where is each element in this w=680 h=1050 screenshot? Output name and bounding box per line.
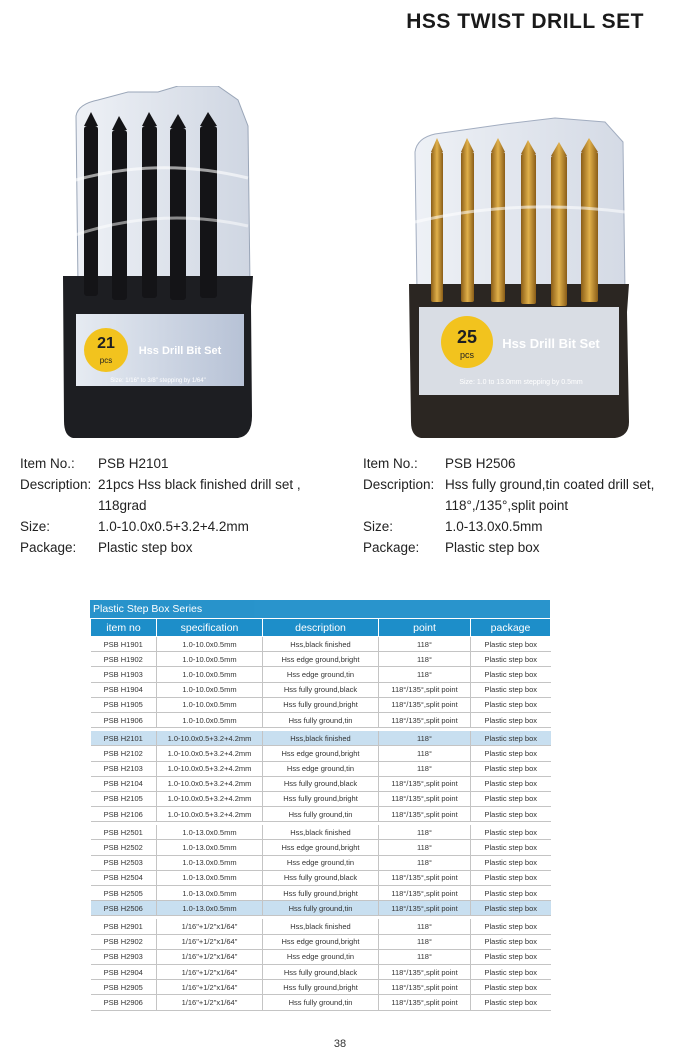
cell-package: Plastic step box <box>471 731 551 746</box>
cell-description: Hss,black finished <box>263 731 379 746</box>
cell-specification: 1.0-13.0x0.5mm <box>157 870 263 885</box>
header-description: description <box>263 619 379 637</box>
cell-description: Hss fully ground,tin <box>263 901 379 916</box>
cell-description: Hss fully ground,tin <box>263 995 379 1010</box>
box-title: Hss Drill Bit Set <box>502 336 600 351</box>
black-drill-set-image <box>58 86 258 441</box>
cell-item-no: PSB H2503 <box>91 855 157 870</box>
cell-specification: 1.0-10.0x0.5mm <box>157 652 263 667</box>
cell-package: Plastic step box <box>471 697 551 712</box>
product-spec-right <box>363 453 668 558</box>
cell-point: 118°/135°,split point <box>379 682 471 697</box>
box-pcs: pcs <box>99 356 113 365</box>
cell-point: 118°/135°,split point <box>379 697 471 712</box>
table-row <box>91 791 551 806</box>
cell-description: Hss edge ground,bright <box>263 746 379 761</box>
cell-specification: 1/16"+1/2"x1/64" <box>157 980 263 995</box>
table-row <box>91 761 551 776</box>
box-size-line: Size: 1.0 to 13.0mm stepping by 0.5mm <box>459 379 583 386</box>
cell-package: Plastic step box <box>471 901 551 916</box>
cell-description: Hss edge ground,tin <box>263 761 379 776</box>
tin-coated-drill-set-image <box>405 112 633 440</box>
cell-package: Plastic step box <box>471 870 551 885</box>
cell-specification: 1/16"+1/2"x1/64" <box>157 964 263 979</box>
cell-package: Plastic step box <box>471 949 551 964</box>
box-pcs: pcs <box>459 350 475 360</box>
cell-point: 118°/135°,split point <box>379 870 471 885</box>
table-header-row <box>91 619 551 637</box>
cell-specification: 1.0-13.0x0.5mm <box>157 901 263 916</box>
box-count: 25 <box>456 327 478 347</box>
cell-point: 118° <box>379 652 471 667</box>
package: Plastic step box <box>98 540 193 555</box>
description: Hss fully ground,tin coated drill set, 118°,/135°,split point <box>445 477 655 513</box>
cell-description: Hss,black finished <box>263 919 379 934</box>
cell-item-no: PSB H2101 <box>91 731 157 746</box>
cell-point: 118°/135°,split point <box>379 995 471 1010</box>
cell-point: 118° <box>379 855 471 870</box>
cell-package: Plastic step box <box>471 840 551 855</box>
cell-item-no: PSB H2501 <box>91 825 157 840</box>
size: 1.0-13.0x0.5mm <box>445 519 543 534</box>
table-row <box>91 964 551 979</box>
cell-item-no: PSB H1902 <box>91 652 157 667</box>
cell-item-no: PSB H2903 <box>91 949 157 964</box>
cell-description: Hss fully ground,tin <box>263 712 379 727</box>
table-row <box>91 870 551 885</box>
cell-point: 118° <box>379 667 471 682</box>
cell-specification: 1.0-10.0x0.5mm <box>157 712 263 727</box>
cell-specification: 1.0-10.0x0.5mm <box>157 637 263 652</box>
table-body <box>91 637 551 1011</box>
cell-package: Plastic step box <box>471 682 551 697</box>
cell-description: Hss fully ground,black <box>263 776 379 791</box>
cell-package: Plastic step box <box>471 637 551 652</box>
description-label: Description: <box>20 477 92 492</box>
cell-point: 118°/135°,split point <box>379 964 471 979</box>
item-no: PSB H2101 <box>98 456 169 471</box>
page-title: HSS TWIST DRILL SET <box>406 10 644 33</box>
cell-point: 118° <box>379 825 471 840</box>
cell-point: 118°/135°,split point <box>379 980 471 995</box>
cell-point: 118°/135°,split point <box>379 901 471 916</box>
cell-specification: 1.0-10.0x0.5+3.2+4.2mm <box>157 746 263 761</box>
cell-specification: 1/16"+1/2"x1/64" <box>157 995 263 1010</box>
cell-description: Hss,black finished <box>263 825 379 840</box>
cell-point: 118°/135°,split point <box>379 776 471 791</box>
cell-item-no: PSB H2901 <box>91 919 157 934</box>
cell-package: Plastic step box <box>471 667 551 682</box>
package: Plastic step box <box>445 540 540 555</box>
cell-item-no: PSB H2106 <box>91 807 157 822</box>
cell-item-no: PSB H2103 <box>91 761 157 776</box>
table-row <box>91 995 551 1010</box>
cell-item-no: PSB H2102 <box>91 746 157 761</box>
series-title: Plastic Step Box Series <box>90 600 550 618</box>
product-spec-left <box>20 453 340 558</box>
cell-specification: 1.0-13.0x0.5mm <box>157 825 263 840</box>
cell-specification: 1/16"+1/2"x1/64" <box>157 919 263 934</box>
cell-item-no: PSB H1906 <box>91 712 157 727</box>
cell-specification: 1.0-13.0x0.5mm <box>157 840 263 855</box>
table-row <box>91 776 551 791</box>
cell-description: Hss edge ground,bright <box>263 934 379 949</box>
size-label: Size: <box>363 519 394 534</box>
cell-package: Plastic step box <box>471 712 551 727</box>
cell-package: Plastic step box <box>471 886 551 901</box>
cell-specification: 1/16"+1/2"x1/64" <box>157 949 263 964</box>
page-number: 38 <box>333 1038 347 1050</box>
cell-item-no: PSB H2902 <box>91 934 157 949</box>
description: 21pcs Hss black finished drill set , 118grad <box>98 477 301 513</box>
cell-package: Plastic step box <box>471 825 551 840</box>
cell-specification: 1.0-10.0x0.5+3.2+4.2mm <box>157 776 263 791</box>
cell-package: Plastic step box <box>471 761 551 776</box>
package-label: Package: <box>20 540 77 555</box>
cell-item-no: PSB H1904 <box>91 682 157 697</box>
item-no-label: Item No.: <box>363 456 418 471</box>
cell-specification: 1.0-13.0x0.5mm <box>157 886 263 901</box>
table-row <box>91 840 551 855</box>
cell-point: 118° <box>379 731 471 746</box>
cell-item-no: PSB H2104 <box>91 776 157 791</box>
cell-specification: 1.0-10.0x0.5mm <box>157 682 263 697</box>
cell-description: Hss fully ground,bright <box>263 980 379 995</box>
cell-item-no: PSB H2904 <box>91 964 157 979</box>
cell-package: Plastic step box <box>471 980 551 995</box>
table-row <box>91 667 551 682</box>
cell-specification: 1.0-10.0x0.5+3.2+4.2mm <box>157 731 263 746</box>
cell-specification: 1/16"+1/2"x1/64" <box>157 934 263 949</box>
cell-point: 118° <box>379 934 471 949</box>
item-no: PSB H2506 <box>445 456 516 471</box>
cell-point: 118° <box>379 637 471 652</box>
header-package: package <box>471 619 551 637</box>
cell-package: Plastic step box <box>471 776 551 791</box>
cell-specification: 1.0-10.0x0.5+3.2+4.2mm <box>157 807 263 822</box>
header-specification: specification <box>157 619 263 637</box>
cell-specification: 1.0-10.0x0.5mm <box>157 697 263 712</box>
cell-description: Hss fully ground,bright <box>263 886 379 901</box>
cell-point: 118° <box>379 761 471 776</box>
cell-item-no: PSB H2506 <box>91 901 157 916</box>
cell-package: Plastic step box <box>471 791 551 806</box>
table-row <box>91 807 551 822</box>
table-row <box>91 637 551 652</box>
cell-description: Hss fully ground,bright <box>263 791 379 806</box>
table-row <box>91 731 551 746</box>
spec-table <box>90 618 551 1011</box>
cell-item-no: PSB H2905 <box>91 980 157 995</box>
table-row <box>91 886 551 901</box>
cell-point: 118°/135°,split point <box>379 791 471 806</box>
cell-point: 118°/135°,split point <box>379 886 471 901</box>
cell-description: Hss edge ground,bright <box>263 652 379 667</box>
size-label: Size: <box>20 519 51 534</box>
cell-point: 118°/135°,split point <box>379 712 471 727</box>
cell-package: Plastic step box <box>471 919 551 934</box>
table-row <box>91 855 551 870</box>
cell-point: 118°/135°,split point <box>379 807 471 822</box>
cell-description: Hss fully ground,black <box>263 870 379 885</box>
cell-package: Plastic step box <box>471 855 551 870</box>
table-row <box>91 949 551 964</box>
cell-package: Plastic step box <box>471 746 551 761</box>
cell-package: Plastic step box <box>471 934 551 949</box>
box-title: Hss Drill Bit Set <box>138 345 222 357</box>
series-table <box>90 600 550 1011</box>
table-row <box>91 652 551 667</box>
table-row <box>91 919 551 934</box>
cell-item-no: PSB H2906 <box>91 995 157 1010</box>
table-row <box>91 697 551 712</box>
table-row <box>91 934 551 949</box>
cell-item-no: PSB H1903 <box>91 667 157 682</box>
table-row <box>91 980 551 995</box>
cell-item-no: PSB H1905 <box>91 697 157 712</box>
cell-description: Hss edge ground,tin <box>263 667 379 682</box>
cell-item-no: PSB H1901 <box>91 637 157 652</box>
box-size-line: Size: 1/16" to 3/8" stepping by 1/64" <box>110 378 206 384</box>
cell-description: Hss fully ground,tin <box>263 807 379 822</box>
cell-description: Hss,black finished <box>263 637 379 652</box>
cell-point: 118° <box>379 746 471 761</box>
header-point: point <box>379 619 471 637</box>
cell-description: Hss edge ground,tin <box>263 949 379 964</box>
description-label: Description: <box>363 477 435 492</box>
cell-point: 118° <box>379 949 471 964</box>
cell-specification: 1.0-10.0x0.5+3.2+4.2mm <box>157 791 263 806</box>
cell-specification: 1.0-10.0x0.5+3.2+4.2mm <box>157 761 263 776</box>
cell-item-no: PSB H2505 <box>91 886 157 901</box>
table-row <box>91 682 551 697</box>
size: 1.0-10.0x0.5+3.2+4.2mm <box>98 519 249 534</box>
cell-description: Hss fully ground,bright <box>263 697 379 712</box>
cell-description: Hss fully ground,black <box>263 682 379 697</box>
table-row <box>91 901 551 916</box>
table-row <box>91 746 551 761</box>
box-count: 21 <box>97 335 115 352</box>
cell-package: Plastic step box <box>471 807 551 822</box>
cell-point: 118° <box>379 919 471 934</box>
cell-point: 118° <box>379 840 471 855</box>
cell-package: Plastic step box <box>471 995 551 1010</box>
cell-package: Plastic step box <box>471 652 551 667</box>
cell-description: Hss edge ground,tin <box>263 855 379 870</box>
cell-description: Hss edge ground,bright <box>263 840 379 855</box>
header-item-no: item no <box>91 619 157 637</box>
package-label: Package: <box>363 540 420 555</box>
cell-package: Plastic step box <box>471 964 551 979</box>
cell-specification: 1.0-13.0x0.5mm <box>157 855 263 870</box>
cell-description: Hss fully ground,black <box>263 964 379 979</box>
cell-item-no: PSB H2502 <box>91 840 157 855</box>
item-no-label: Item No.: <box>20 456 75 471</box>
table-row <box>91 712 551 727</box>
cell-item-no: PSB H2105 <box>91 791 157 806</box>
table-row <box>91 825 551 840</box>
cell-specification: 1.0-10.0x0.5mm <box>157 667 263 682</box>
cell-item-no: PSB H2504 <box>91 870 157 885</box>
